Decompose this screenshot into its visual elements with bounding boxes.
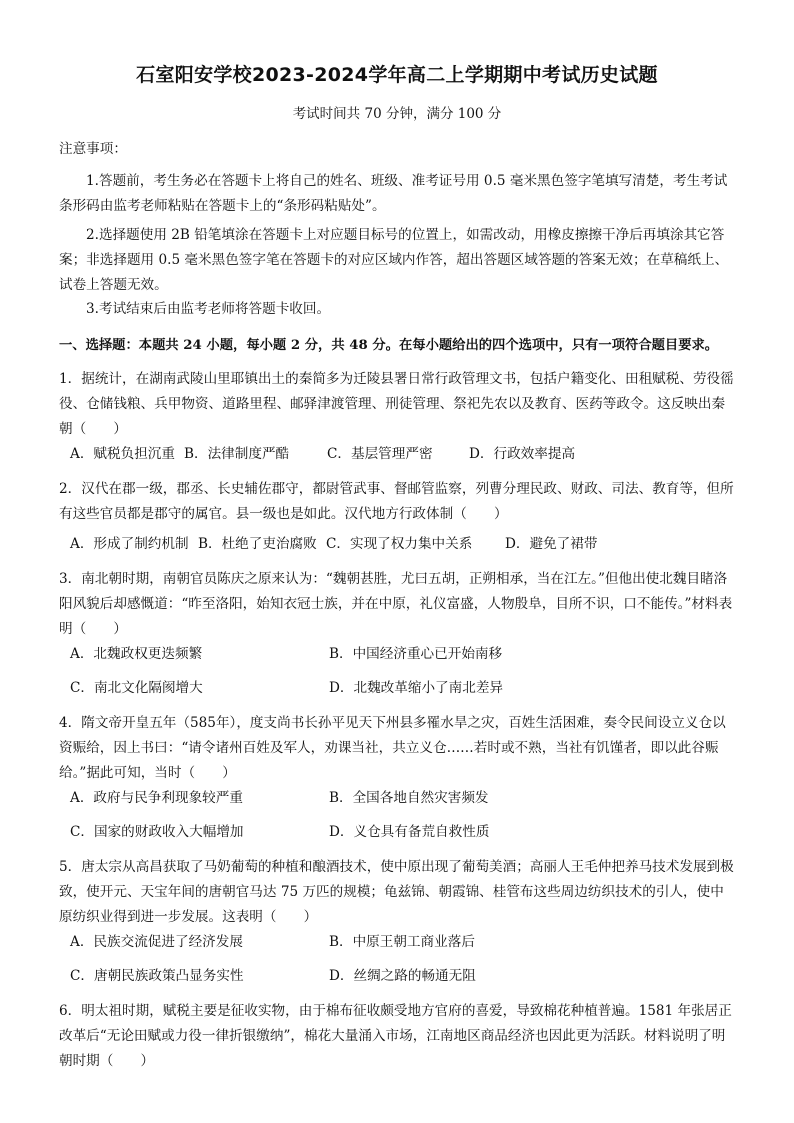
question-4-stem: 4．隋文帝开皇五年（585年），度支尚书长孙平见天下州县多罹水旱之灾，百姓生活困难，奏令民间设立义仓以资赈给，因上书曰：“请令诸州百姓及军人，劝课当社，共立义仓……若时或不熟，当社有饥馑者，即以此谷赈给。”据此可知，当时（ ） (59, 715, 726, 781)
question-2-option-a: A．形成了制约机制 (70, 536, 189, 552)
question-4-option-c: C．国家的财政收入大幅增加 (70, 824, 244, 840)
question-3-option-c: C．南北文化隔阂增大 (70, 680, 203, 696)
question-1-option-a: A．赋税负担沉重 (70, 446, 175, 462)
question-2-option-d: D．避免了裙带 (505, 536, 598, 552)
question-3-stem: 3．南北朝时期，南朝官员陈庆之原来认为：“魏朝甚胜，尤曰五胡，正朔相承，当在江左。”但他出使北魏目睹洛阳风貌后却感慨道：“昨至洛阳，始知衣冠士族，并在中原，礼仪富盛，人物殷阜，目所不识，口不能传。”材料表明（ ） (59, 571, 733, 637)
question-2-option-b: B．杜绝了吏治腐败 (198, 536, 317, 552)
notice-heading: 注意事项： (59, 141, 127, 157)
question-1-stem: 1．据统计，在湖南武陵山里耶镇出土的秦简多为迁陵县署日常行政管理文书，包括户籍变化、田租赋税、劳役徭役、仓储钱粮、兵甲物资、道路里程、邮驿津渡管理、刑徒管理、祭祀先农以及教育、医药等政令。这反映出秦朝（ ） (59, 371, 734, 437)
exam-subtitle: 考试时间共 70 分钟，满分 100 分 (292, 106, 502, 122)
notice-item-3: 3.考试结束后由监考老师将答题卡收回。 (86, 301, 331, 317)
question-5-option-d: D．丝绸之路的畅通无阻 (329, 968, 476, 984)
question-4-option-d: D．义仓具有备荒自救性质 (329, 824, 490, 840)
question-4-option-a: A．政府与民争利现象较严重 (70, 790, 243, 806)
question-1-option-b: B．法律制度严酷 (184, 446, 290, 462)
question-6-stem: 6．明太祖时期，赋税主要是征收实物，由于棉布征收颇受地方官府的喜爱，导致棉花种植普遍。1581 年张居正改革后“无论田赋或力役一律折银缴纳”，棉花大量涌入市场，江南地区商品经济也因此更为活跃。材料说明了明朝时期（ ） (59, 1003, 732, 1069)
question-1-option-d: D．行政效率提高 (469, 446, 576, 462)
section-heading: 一、选择题：本题共 24 小题，每小题 2 分，共 48 分。在每小题给出的四个选项中，只有一项符合题目要求。 (59, 338, 719, 353)
question-5-stem: 5．唐太宗从高昌获取了马奶葡萄的种植和酿酒技术，使中原出现了葡萄美酒；高丽人王毛仲把养马技术发展到极致，使开元、天宝年间的唐朝官马达 75 万匹的规模；龟兹锦、朝霞锦、桂管布这些周边纺织技术的引人，使中原纺织业得到进一步发展。这表明（ ） (59, 859, 734, 925)
question-5-option-b: B．中原王朝工商业落后 (329, 934, 475, 950)
question-5-option-a: A．民族交流促进了经济发展 (70, 934, 243, 950)
question-2-option-c: C．实现了权力集中关系 (326, 536, 473, 552)
question-1-option-c: C．基层管理严密 (327, 446, 433, 462)
notice-item-2: 2.选择题使用 2B 铅笔填涂在答题卡上对应题目标号的位置上，如需改动，用橡皮擦擦干净后再填涂其它答案；非选择题用 0.5 毫米黑色签字笔在答题卡的对应区域内作答，超出答题区域答题的答案无效；在草稿纸上、试卷上答题无效。 (59, 227, 729, 293)
notice-item-1: 1.答题前，考生务必在答题卡上将自己的姓名、班级、准考证号用 0.5 毫米黑色签字笔填写清楚，考生考试条形码由监考老师粘贴在答题卡上的“条形码粘贴处”。 (59, 173, 728, 214)
question-5-option-c: C．唐朝民族政策凸显务实性 (70, 968, 244, 984)
question-3-option-a: A．北魏政权更迭频繁 (70, 646, 203, 662)
question-3-option-b: B．中国经济重心已开始南移 (329, 646, 503, 662)
question-4-option-b: B．全国各地自然灾害频发 (329, 790, 489, 806)
question-2-stem: 2．汉代在郡一级，郡丞、长史辅佐郡守，都尉管武事、督邮管监察，列曹分理民政、财政、司法、教育等，但所有这些官员都是郡守的属官。县一级也是如此。汉代地方行政体制（ ） (59, 481, 734, 522)
question-3-option-d: D．北魏改革缩小了南北差异 (329, 680, 504, 696)
exam-title: 石室阳安学校2023-2024学年高二上学期期中考试历史试题 (136, 64, 658, 86)
